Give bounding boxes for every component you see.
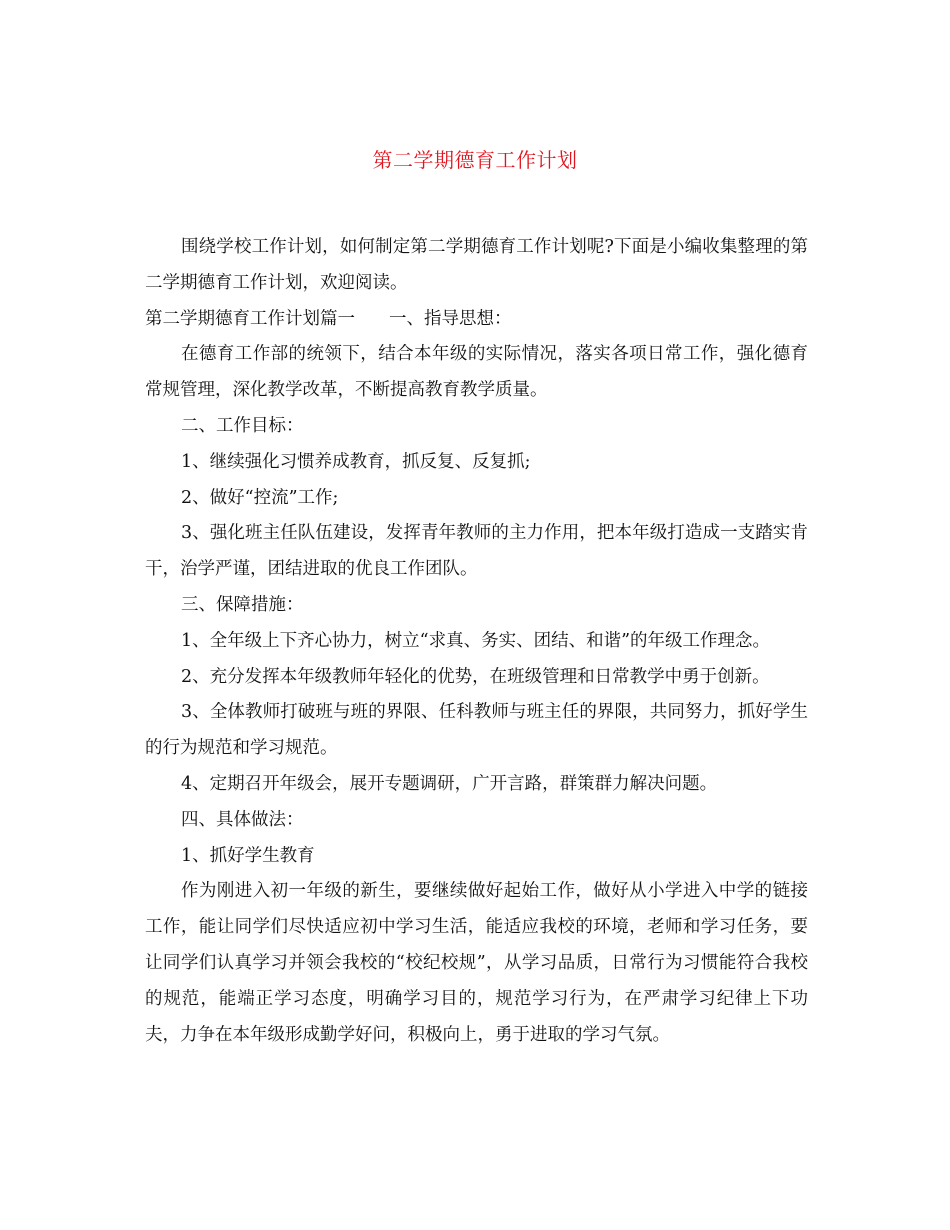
guiding-heading: 一、指导思想：: [389, 308, 512, 329]
document-title: 第二学期德育工作计划: [372, 148, 578, 172]
paragraph: 作为刚进入初一年级的新生，要继续做好起始工作，做好从小学进入中学的链接工作，能让同学们尽快适应初中学习生活，能适应我校的环境，老师和学习任务，要让同学们认真学习并领会我校的“校纪校规”，从学习品质，日常行为习惯能符合我校的规范，能端正学习态度，明确学习目的，规范学习行为，在严肃学习纪律上下功夫，力争在本年级形成勤学好问，积极向上，勇于进取的学习气氛。: [145, 881, 808, 1045]
paragraph: 1、抓好学生教育: [181, 845, 315, 866]
paragraph: 2、充分发挥本年级教师年轻化的优势，在班级管理和日常教学中勇于创新。: [181, 666, 770, 687]
section-heading-line: [145, 302, 808, 338]
paragraph: 二、工作目标：: [181, 415, 304, 436]
paragraph: 2、做好“控流”工作;: [181, 487, 339, 508]
paragraph: 四、具体做法：: [181, 809, 304, 830]
paragraph: 在德育工作部的统领下，结合本年级的实际情况，落实各项日常工作，强化德育常规管理，深化教学改革，不断提高教育教学质量。: [145, 344, 808, 401]
paragraph: 3、全体教师打破班与班的界限、任科教师与班主任的界限，共同努力，抓好学生的行为规范和学习规范。: [145, 702, 808, 759]
paragraph: 1、全年级上下齐心协力，树立“求真、务实、团结、和谐”的年级工作理念。: [181, 630, 771, 651]
intro-paragraph: 围绕学校工作计划，如何制定第二学期德育工作计划呢?下面是小编收集整理的第二学期德育工作计划，欢迎阅读。: [145, 237, 808, 293]
paragraph: 1、继续强化习惯养成教育，抓反复、反复抓;: [181, 451, 531, 472]
paragraph: 3、强化班主任队伍建设，发挥青年教师的主力作用，把本年级打造成一支踏实肯干，治学严谨，团结进取的优良工作团队。: [145, 523, 808, 580]
document-body: [145, 230, 808, 1053]
section-heading: 第二学期德育工作计划篇一: [145, 308, 355, 329]
paragraph: 4、定期召开年级会，展开专题调研，广开言路，群策群力解决问题。: [181, 773, 718, 794]
paragraph: 三、保障措施：: [181, 594, 304, 615]
